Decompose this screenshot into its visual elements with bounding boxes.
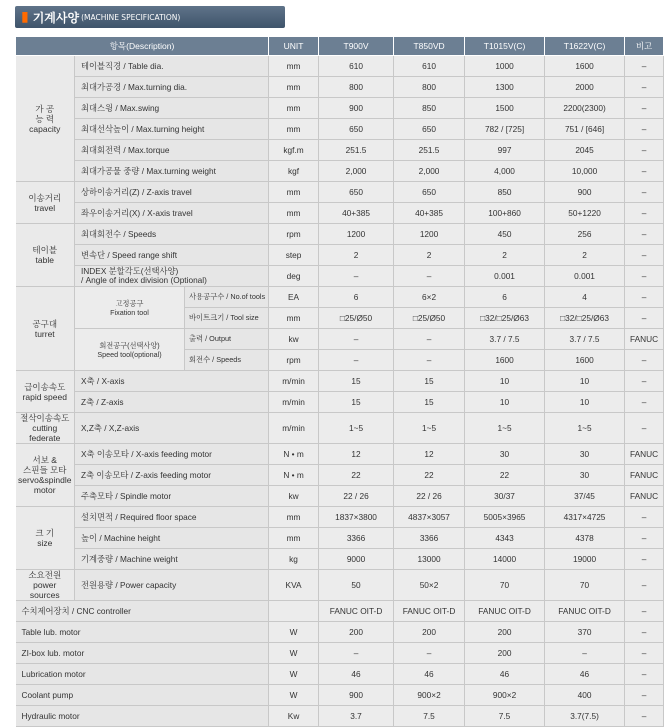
row-unit: mm bbox=[269, 308, 319, 329]
row-value-model-4: 1600 bbox=[545, 350, 625, 371]
row-value-model-3: 1300 bbox=[465, 77, 545, 98]
row-value-model-4: 19000 bbox=[545, 549, 625, 570]
row-value-model-3: 1~5 bbox=[465, 413, 545, 444]
row-value-model-3: 5005×3965 bbox=[465, 507, 545, 528]
row-note: – bbox=[625, 350, 664, 371]
row-value-model-2: 800 bbox=[394, 77, 465, 98]
row-value-model-3: 30/37 bbox=[465, 486, 545, 507]
row-unit: rpm bbox=[269, 224, 319, 245]
row-unit: Kw bbox=[269, 706, 319, 727]
row-value-model-3: 3.7 / 7.5 bbox=[465, 329, 545, 350]
row-desc: 최대회전력 / Max.torque bbox=[75, 140, 269, 161]
row-value-model-2: 6×2 bbox=[394, 287, 465, 308]
table-row bbox=[16, 161, 664, 182]
table-row bbox=[16, 549, 664, 570]
row-value-model-2: – bbox=[394, 266, 465, 287]
row-value-model-2: 900×2 bbox=[394, 685, 465, 706]
row-value-model-2: 50×2 bbox=[394, 570, 465, 601]
row-value-model-1: 15 bbox=[319, 371, 394, 392]
row-value-model-2: FANUC OIT-D bbox=[394, 601, 465, 622]
row-value-model-2: 12 bbox=[394, 444, 465, 465]
row-value-model-1: – bbox=[319, 266, 394, 287]
row-value-model-1: 40+385 bbox=[319, 203, 394, 224]
row-value-model-4: 1600 bbox=[545, 56, 625, 77]
row-value-model-2: 650 bbox=[394, 119, 465, 140]
row-unit: W bbox=[269, 664, 319, 685]
row-note: – bbox=[625, 706, 664, 727]
section-subtitle: (MACHINE SPECIFICATION) bbox=[81, 12, 181, 22]
row-value-model-2: 850 bbox=[394, 98, 465, 119]
row-value-model-3: 200 bbox=[465, 622, 545, 643]
row-value-model-1: 200 bbox=[319, 622, 394, 643]
row-desc: ZI-box lub. motor bbox=[16, 643, 269, 664]
section-marker-icon: ▮ bbox=[21, 9, 29, 25]
row-value-model-1: □25/Ø50 bbox=[319, 308, 394, 329]
row-unit: W bbox=[269, 622, 319, 643]
row-value-model-1: 22 / 26 bbox=[319, 486, 394, 507]
row-note: – bbox=[625, 224, 664, 245]
table-row bbox=[16, 287, 664, 308]
header-model-4: T1622V(C) bbox=[545, 37, 625, 56]
row-value-model-1: 3.7 bbox=[319, 706, 394, 727]
row-value-model-4: 751 / [646] bbox=[545, 119, 625, 140]
row-desc: 최대가공물 중량 / Max.turning weight bbox=[75, 161, 269, 182]
row-note: – bbox=[625, 266, 664, 287]
row-value-model-4: 4317×4725 bbox=[545, 507, 625, 528]
row-value-model-2: – bbox=[394, 329, 465, 350]
header-model-3: T1015V(C) bbox=[465, 37, 545, 56]
row-value-model-2: – bbox=[394, 643, 465, 664]
row-value-model-3: □32/□25/Ø63 bbox=[465, 308, 545, 329]
row-value-model-3: 900×2 bbox=[465, 685, 545, 706]
row-value-model-3: 4343 bbox=[465, 528, 545, 549]
row-note: – bbox=[625, 77, 664, 98]
row-value-model-3: 22 bbox=[465, 465, 545, 486]
turret-sub-fixation: 고정공구 Fixation tool bbox=[75, 287, 185, 329]
row-value-model-2: 2,000 bbox=[394, 161, 465, 182]
row-value-model-2: 251.5 bbox=[394, 140, 465, 161]
row-desc: Table lub. motor bbox=[16, 622, 269, 643]
table-row bbox=[16, 528, 664, 549]
row-value-model-1: 50 bbox=[319, 570, 394, 601]
category-table: 테이블 table bbox=[16, 224, 75, 287]
row-note: – bbox=[625, 549, 664, 570]
header-model-1: T900V bbox=[319, 37, 394, 56]
row-value-model-2: – bbox=[394, 350, 465, 371]
row-value-model-1: 15 bbox=[319, 392, 394, 413]
category-turret: 공구대 turret bbox=[16, 287, 75, 371]
row-desc: 최대선삭높이 / Max.turning height bbox=[75, 119, 269, 140]
row-desc: 기계중량 / Machine weight bbox=[75, 549, 269, 570]
row-value-model-2: 22 bbox=[394, 465, 465, 486]
row-note: – bbox=[625, 507, 664, 528]
row-value-model-1: 22 bbox=[319, 465, 394, 486]
table-row bbox=[16, 56, 664, 77]
row-unit: deg bbox=[269, 266, 319, 287]
row-value-model-1: 251.5 bbox=[319, 140, 394, 161]
row-unit: mm bbox=[269, 77, 319, 98]
table-row bbox=[16, 224, 664, 245]
row-desc: 주축모타 / Spindle motor bbox=[75, 486, 269, 507]
row-desc: 상하이송거리(Z) / Z-axis travel bbox=[75, 182, 269, 203]
row-value-model-4: 2 bbox=[545, 245, 625, 266]
row-value-model-1: 2 bbox=[319, 245, 394, 266]
row-desc: 전원용량 / Power capacity bbox=[75, 570, 269, 601]
row-value-model-4: 10 bbox=[545, 392, 625, 413]
row-value-model-2: 15 bbox=[394, 392, 465, 413]
row-unit: kgf bbox=[269, 161, 319, 182]
row-unit: mm bbox=[269, 98, 319, 119]
row-value-model-3: 450 bbox=[465, 224, 545, 245]
row-unit: EA bbox=[269, 287, 319, 308]
row-value-model-4: 30 bbox=[545, 465, 625, 486]
row-desc: Lubrication motor bbox=[16, 664, 269, 685]
table-row bbox=[16, 119, 664, 140]
row-value-model-4: 10 bbox=[545, 371, 625, 392]
table-row bbox=[16, 371, 664, 392]
row-desc: INDEX 분할각도(선택사양) / Angle of index division (Optional) bbox=[75, 266, 269, 287]
row-value-model-4: □32/□25/Ø63 bbox=[545, 308, 625, 329]
row-value-model-2: 610 bbox=[394, 56, 465, 77]
row-value-model-3: 2 bbox=[465, 245, 545, 266]
row-desc: 높이 / Machine height bbox=[75, 528, 269, 549]
row-desc: 출력 / Output bbox=[185, 329, 269, 350]
row-value-model-2: 200 bbox=[394, 622, 465, 643]
row-unit bbox=[269, 601, 319, 622]
row-value-model-1: 1200 bbox=[319, 224, 394, 245]
row-unit: N • m bbox=[269, 465, 319, 486]
row-note: – bbox=[625, 203, 664, 224]
category-travel: 이송거리 travel bbox=[16, 182, 75, 224]
category-capacity: 가 공 능 력 capacity bbox=[16, 56, 75, 182]
header-unit: UNIT bbox=[269, 37, 319, 56]
row-note: – bbox=[625, 392, 664, 413]
row-unit: W bbox=[269, 685, 319, 706]
row-note: – bbox=[625, 570, 664, 601]
row-value-model-4: 0.001 bbox=[545, 266, 625, 287]
row-unit: mm bbox=[269, 56, 319, 77]
row-value-model-4: 4 bbox=[545, 287, 625, 308]
row-desc: X,Z축 / X,Z-axis bbox=[75, 413, 269, 444]
row-note: – bbox=[625, 528, 664, 549]
row-note: – bbox=[625, 287, 664, 308]
row-desc: Coolant pump bbox=[16, 685, 269, 706]
row-desc: 바이트크기 / Tool size bbox=[185, 308, 269, 329]
row-note: FANUC bbox=[625, 444, 664, 465]
row-value-model-3: 0.001 bbox=[465, 266, 545, 287]
row-unit: m/min bbox=[269, 371, 319, 392]
row-unit: kw bbox=[269, 329, 319, 350]
table-row bbox=[16, 266, 664, 287]
row-value-model-4: 3.7(7.5) bbox=[545, 706, 625, 727]
table-row bbox=[16, 413, 664, 444]
row-value-model-1: – bbox=[319, 329, 394, 350]
row-value-model-1: 800 bbox=[319, 77, 394, 98]
row-unit: m/min bbox=[269, 413, 319, 444]
row-desc: Z축 이송모타 / Z-axis feeding motor bbox=[75, 465, 269, 486]
table-row bbox=[16, 664, 664, 685]
row-value-model-3: 850 bbox=[465, 182, 545, 203]
row-note: – bbox=[625, 119, 664, 140]
row-value-model-4: 10,000 bbox=[545, 161, 625, 182]
row-unit: kg bbox=[269, 549, 319, 570]
row-value-model-1: 1~5 bbox=[319, 413, 394, 444]
row-desc: 좌우이송거리(X) / X-axis travel bbox=[75, 203, 269, 224]
row-value-model-1: 9000 bbox=[319, 549, 394, 570]
table-row bbox=[16, 465, 664, 486]
row-note: – bbox=[625, 371, 664, 392]
row-unit: kw bbox=[269, 486, 319, 507]
table-row bbox=[16, 601, 664, 622]
row-unit: m/min bbox=[269, 392, 319, 413]
row-value-model-2: 15 bbox=[394, 371, 465, 392]
table-row bbox=[16, 140, 664, 161]
row-value-model-1: 3366 bbox=[319, 528, 394, 549]
row-unit: mm bbox=[269, 182, 319, 203]
row-value-model-4: 46 bbox=[545, 664, 625, 685]
row-value-model-2: 7.5 bbox=[394, 706, 465, 727]
row-desc: X축 이송모타 / X-axis feeding motor bbox=[75, 444, 269, 465]
row-value-model-2: 1200 bbox=[394, 224, 465, 245]
table-row bbox=[16, 570, 664, 601]
header-note: 비고 bbox=[625, 37, 664, 56]
row-value-model-1: – bbox=[319, 643, 394, 664]
row-unit: rpm bbox=[269, 350, 319, 371]
row-unit: mm bbox=[269, 528, 319, 549]
row-note: – bbox=[625, 308, 664, 329]
table-row bbox=[16, 98, 664, 119]
row-value-model-3: 6 bbox=[465, 287, 545, 308]
category-power: 소요전원 power sources bbox=[16, 570, 75, 601]
row-value-model-3: 10 bbox=[465, 371, 545, 392]
row-value-model-3: 1000 bbox=[465, 56, 545, 77]
row-value-model-3: 70 bbox=[465, 570, 545, 601]
row-note: FANUC bbox=[625, 486, 664, 507]
row-unit: kgf.m bbox=[269, 140, 319, 161]
row-note: FANUC bbox=[625, 329, 664, 350]
row-value-model-1: 650 bbox=[319, 119, 394, 140]
row-value-model-4: 50+1220 bbox=[545, 203, 625, 224]
table-row bbox=[16, 643, 664, 664]
row-value-model-2: 46 bbox=[394, 664, 465, 685]
row-value-model-1: 650 bbox=[319, 182, 394, 203]
row-value-model-2: □25/Ø50 bbox=[394, 308, 465, 329]
row-desc: X축 / X-axis bbox=[75, 371, 269, 392]
row-value-model-1: 6 bbox=[319, 287, 394, 308]
row-value-model-1: 2,000 bbox=[319, 161, 394, 182]
row-value-model-4: 1~5 bbox=[545, 413, 625, 444]
row-value-model-1: 900 bbox=[319, 98, 394, 119]
table-row bbox=[16, 182, 664, 203]
table-row bbox=[16, 706, 664, 727]
row-note: – bbox=[625, 622, 664, 643]
row-value-model-2: 2 bbox=[394, 245, 465, 266]
header-row bbox=[16, 37, 664, 56]
row-value-model-2: 650 bbox=[394, 182, 465, 203]
table-row bbox=[16, 245, 664, 266]
row-value-model-4: 2045 bbox=[545, 140, 625, 161]
row-desc: 수치제어장치 / CNC controller bbox=[16, 601, 269, 622]
table-row bbox=[16, 622, 664, 643]
row-value-model-2: 3366 bbox=[394, 528, 465, 549]
row-value-model-4: 30 bbox=[545, 444, 625, 465]
header-desc: 항목(Description) bbox=[16, 37, 269, 56]
row-desc: 최대스윙 / Max.swing bbox=[75, 98, 269, 119]
row-desc: 회전수 / Speeds bbox=[185, 350, 269, 371]
row-note: – bbox=[625, 182, 664, 203]
table-row bbox=[16, 685, 664, 706]
table-row bbox=[16, 329, 664, 350]
row-value-model-3: FANUC OIT-D bbox=[465, 601, 545, 622]
row-unit: mm bbox=[269, 507, 319, 528]
table-row bbox=[16, 486, 664, 507]
row-note: – bbox=[625, 685, 664, 706]
row-note: – bbox=[625, 664, 664, 685]
category-servo: 서보 & 스핀들 모타 servo&spindle motor bbox=[16, 444, 75, 507]
row-value-model-4: 37/45 bbox=[545, 486, 625, 507]
row-desc: 테이블직경 / Table dia. bbox=[75, 56, 269, 77]
table-row bbox=[16, 203, 664, 224]
table-row bbox=[16, 507, 664, 528]
row-value-model-4: 2000 bbox=[545, 77, 625, 98]
row-value-model-4: 3.7 / 7.5 bbox=[545, 329, 625, 350]
row-unit: step bbox=[269, 245, 319, 266]
row-value-model-2: 4837×3057 bbox=[394, 507, 465, 528]
row-note: – bbox=[625, 56, 664, 77]
row-desc: Z축 / Z-axis bbox=[75, 392, 269, 413]
row-value-model-3: 1500 bbox=[465, 98, 545, 119]
row-value-model-4: 400 bbox=[545, 685, 625, 706]
row-value-model-2: 1~5 bbox=[394, 413, 465, 444]
row-value-model-3: 30 bbox=[465, 444, 545, 465]
specification-table bbox=[15, 36, 664, 727]
row-value-model-2: 40+385 bbox=[394, 203, 465, 224]
row-value-model-3: 1600 bbox=[465, 350, 545, 371]
section-title: 기계사양 bbox=[32, 10, 80, 25]
row-value-model-1: FANUC OIT-D bbox=[319, 601, 394, 622]
row-unit: N • m bbox=[269, 444, 319, 465]
row-unit: mm bbox=[269, 203, 319, 224]
row-value-model-1: 610 bbox=[319, 56, 394, 77]
table-row bbox=[16, 392, 664, 413]
row-value-model-1: 900 bbox=[319, 685, 394, 706]
category-rapid: 급이송속도 rapid speed bbox=[16, 371, 75, 413]
row-value-model-3: 782 / [725] bbox=[465, 119, 545, 140]
row-value-model-3: 7.5 bbox=[465, 706, 545, 727]
category-size: 크 기 size bbox=[16, 507, 75, 570]
row-value-model-3: 997 bbox=[465, 140, 545, 161]
row-desc: 설치면적 / Required floor space bbox=[75, 507, 269, 528]
row-value-model-4: FANUC OIT-D bbox=[545, 601, 625, 622]
turret-sub-speed_tool: 회전공구(선택사양) Speed tool(optional) bbox=[75, 329, 185, 371]
row-unit: KVA bbox=[269, 570, 319, 601]
row-value-model-4: – bbox=[545, 643, 625, 664]
row-note: – bbox=[625, 161, 664, 182]
row-value-model-3: 100+860 bbox=[465, 203, 545, 224]
row-value-model-4: 256 bbox=[545, 224, 625, 245]
row-value-model-2: 13000 bbox=[394, 549, 465, 570]
row-note: FANUC bbox=[625, 465, 664, 486]
row-desc: 최대회전수 / Speeds bbox=[75, 224, 269, 245]
row-desc: Hydraulic motor bbox=[16, 706, 269, 727]
row-desc: 변속단 / Speed range shift bbox=[75, 245, 269, 266]
row-note: – bbox=[625, 98, 664, 119]
row-note: – bbox=[625, 140, 664, 161]
row-note: – bbox=[625, 601, 664, 622]
row-value-model-4: 900 bbox=[545, 182, 625, 203]
row-value-model-2: 22 / 26 bbox=[394, 486, 465, 507]
section-title-bar bbox=[15, 6, 285, 28]
row-value-model-4: 70 bbox=[545, 570, 625, 601]
row-value-model-4: 2200(2300) bbox=[545, 98, 625, 119]
row-value-model-3: 200 bbox=[465, 643, 545, 664]
row-unit: W bbox=[269, 643, 319, 664]
row-note: – bbox=[625, 643, 664, 664]
row-value-model-4: 4378 bbox=[545, 528, 625, 549]
row-value-model-1: – bbox=[319, 350, 394, 371]
row-value-model-1: 46 bbox=[319, 664, 394, 685]
row-note: – bbox=[625, 245, 664, 266]
row-value-model-3: 46 bbox=[465, 664, 545, 685]
header-model-2: T850VD bbox=[394, 37, 465, 56]
row-value-model-3: 4,000 bbox=[465, 161, 545, 182]
row-value-model-1: 12 bbox=[319, 444, 394, 465]
row-value-model-3: 14000 bbox=[465, 549, 545, 570]
row-value-model-4: 370 bbox=[545, 622, 625, 643]
row-desc: 사용공구수 / No.of tools bbox=[185, 287, 269, 308]
category-cutting: 절삭이송속도 cutting federate bbox=[16, 413, 75, 444]
row-desc: 최대가공경 / Max.turning dia. bbox=[75, 77, 269, 98]
row-unit: mm bbox=[269, 119, 319, 140]
row-value-model-1: 1837×3800 bbox=[319, 507, 394, 528]
table-row bbox=[16, 77, 664, 98]
row-note: – bbox=[625, 413, 664, 444]
table-row bbox=[16, 444, 664, 465]
row-value-model-3: 10 bbox=[465, 392, 545, 413]
